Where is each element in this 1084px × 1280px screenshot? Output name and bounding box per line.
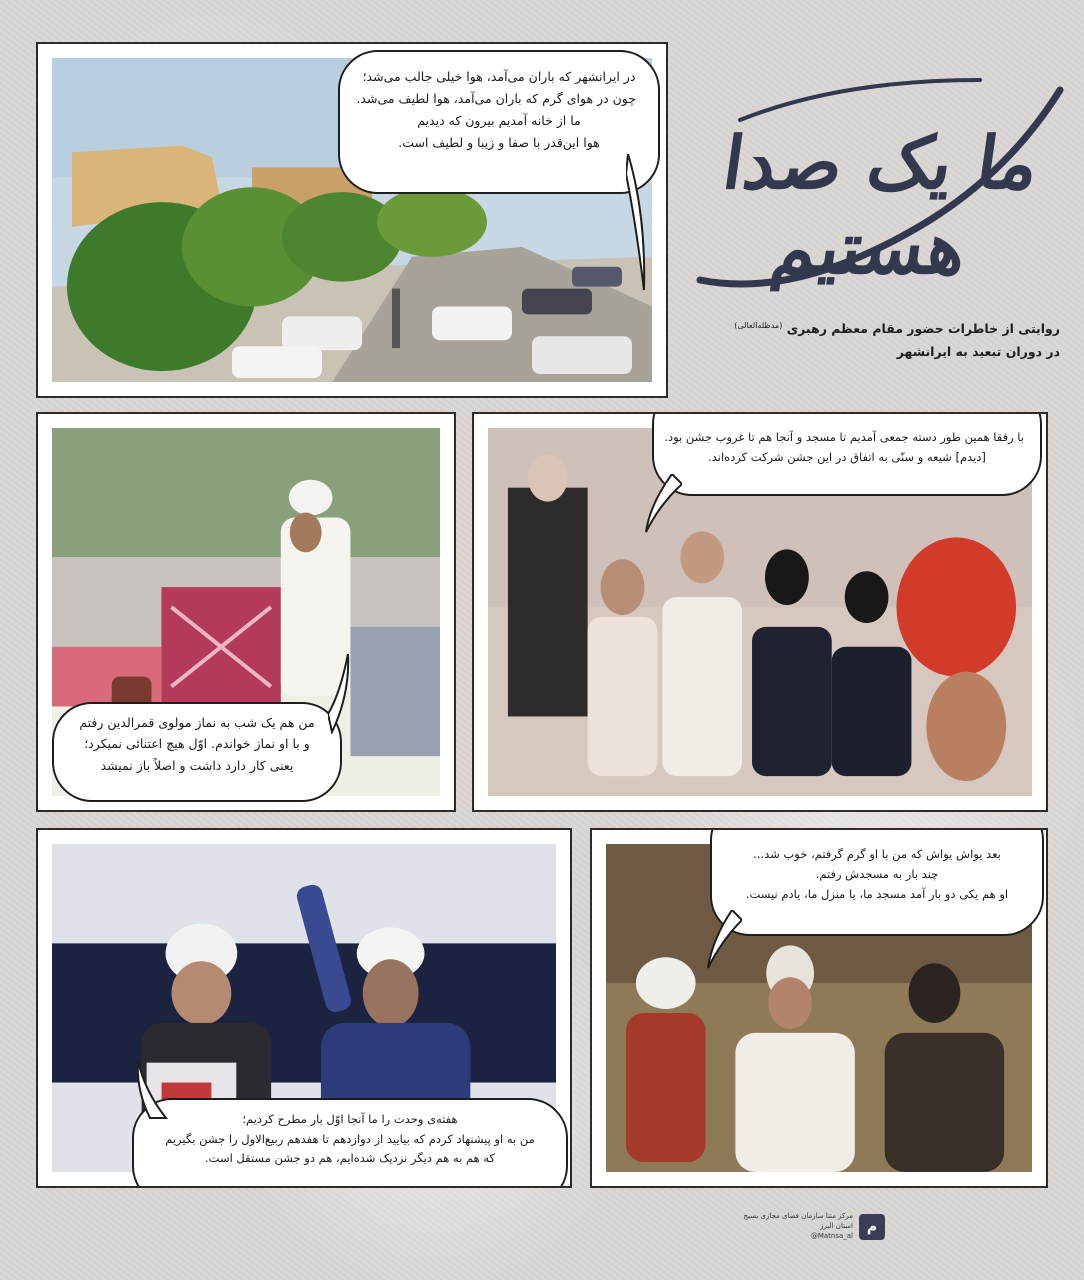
speech-bubble-3 xyxy=(52,702,342,802)
bubble-1-line-1: در ایرانشهر که باران می‌آمد، هوا خیلی جالب می‌شد؛ xyxy=(362,69,636,84)
bubble-5-line-1: هفته‌ی وحدت را ما آنجا اوّل بار مطرح کردیم؛ xyxy=(242,1112,458,1126)
bubble-1-line-4: هوا این‌قدر با صفا و زیبا و لطیف است. xyxy=(398,134,600,150)
panel-street-scene xyxy=(36,42,668,398)
subtitle-honorific: (مدظله‌العالی) xyxy=(734,320,783,330)
bubble-4-tail xyxy=(702,910,742,970)
bubble-4-line-3: او هم یکی دو بار آمد مسجد ما، یا منزل ما، یادم نیست. xyxy=(745,887,1009,902)
title-block xyxy=(680,50,1070,350)
speech-bubble-2 xyxy=(652,412,1042,496)
footer-handle: @Matnsa_al xyxy=(810,1232,853,1240)
footer-province: استان البرز xyxy=(820,1222,853,1230)
panel-mosque-visit xyxy=(590,828,1048,1188)
bubble-4-line-2: چند بار به مسجدش رفتم. xyxy=(815,867,939,882)
bubble-3-line-1: من هم یک شب به نماز مولوی قمرالدین رفتم xyxy=(79,715,315,730)
speech-bubble-4 xyxy=(710,828,1044,936)
matna-logo-icon: م xyxy=(859,1214,885,1240)
footer-org-name: مرکز متنا سازمان فضای مجازی بسیج xyxy=(743,1212,853,1220)
footer-logo xyxy=(745,1212,885,1244)
bubble-1-tail xyxy=(626,154,656,294)
bubble-2-line-1: با رفقا همین طور دسته جمعی آمدیم تا مسجد و آنجا هم تا غروب جشن بود. xyxy=(664,430,1024,444)
page-title: ما یک صدا هستیم xyxy=(717,120,1044,290)
subtitle-line-1: روایتی از خاطرات حضور مقام معظم رهبری xyxy=(786,321,1060,336)
panel-ceremony xyxy=(472,412,1048,812)
subtitle xyxy=(690,318,1060,363)
bubble-5-line-2: من به او پیشنهاد کردم که بیایید از دوازدهم تا هفدهم ربیع‌الاول را جشن بگیریم xyxy=(165,1131,535,1146)
panel-unity-week xyxy=(36,828,572,1188)
bubble-2-line-2: [دیدم] شیعه و سنّی به اتفاق در این جشن شرکت کرده‌اند. xyxy=(708,449,986,464)
bubble-3-tail xyxy=(328,654,358,734)
speech-bubble-5 xyxy=(132,1098,568,1188)
subtitle-line-2: در دوران تبعید به ایرانشهر xyxy=(896,343,1060,359)
bubble-3-line-2: و با او نماز خواندم. اوّل هیچ اعتنائی نمیکرد؛ xyxy=(84,736,310,752)
bubble-1-line-2: چون در هوای گرم که باران می‌آمد، هوا لطیف می‌شد. xyxy=(356,90,636,106)
bubble-3-line-3: یعنی کار دارد داشت و اصلاً باز نمیشد xyxy=(100,757,294,773)
bubble-2-tail xyxy=(642,474,682,534)
bubble-5-tail xyxy=(130,1060,170,1120)
bubble-5-line-3: که هم به هم دیگر نزدیک شده‌ایم، هم دو جشن مستقل است. xyxy=(205,1151,495,1166)
bubble-1-line-3: ما از خانه آمدیم بیرون که دیدیم xyxy=(417,112,581,128)
speech-bubble-1 xyxy=(338,50,660,194)
panel-speaker xyxy=(36,412,456,812)
bubble-4-line-1: بعد یواش یواش که من با او گرم گرفتم، خوب شد... xyxy=(753,847,1001,861)
